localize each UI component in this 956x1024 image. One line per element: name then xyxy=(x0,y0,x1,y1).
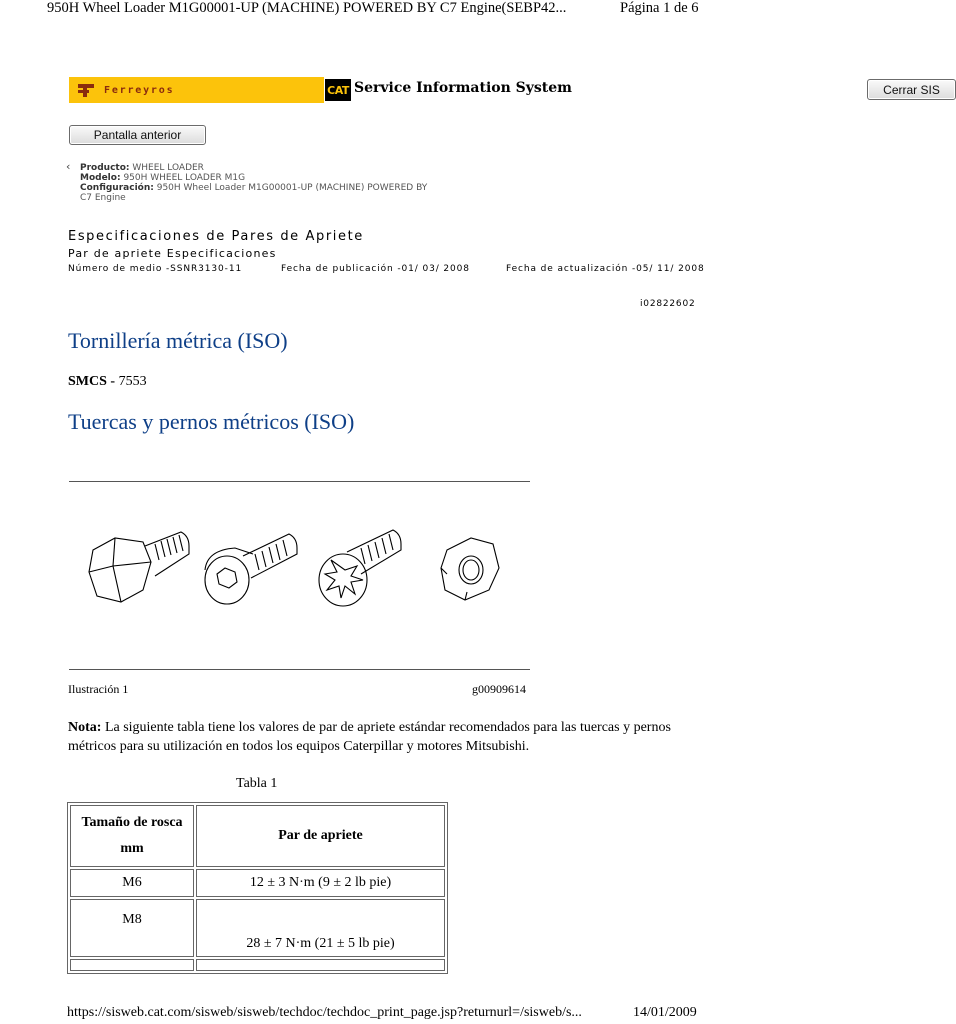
fasteners-illustration xyxy=(85,520,525,625)
ferreyros-logo xyxy=(77,82,174,98)
hex-nut-icon xyxy=(441,538,499,600)
note-paragraph xyxy=(68,718,708,756)
header-thread-size xyxy=(70,805,194,867)
smcs-value: 7553 xyxy=(118,374,147,389)
spec-subtitle: Par de apriete Especificaciones xyxy=(68,247,277,260)
chevron-left-icon[interactable]: ‹ xyxy=(66,160,71,173)
illustration-caption: Ilustración 1 xyxy=(68,682,129,696)
ferreyros-brand-text: Ferreyros xyxy=(104,84,175,96)
product-value: WHEEL LOADER xyxy=(132,163,204,173)
spec-title: Especificaciones de Pares de Apriete xyxy=(68,229,364,244)
media-number: Número de medio -SSNR3130-11 xyxy=(68,264,243,274)
print-footer-url: https://sisweb.cat.com/sisweb/sisweb/techdoc/techdoc_print_page.jsp?returnurl=/sisweb/s... xyxy=(67,1005,582,1020)
header-thread-size-unit: mm xyxy=(120,841,144,856)
smcs-label: SMCS - xyxy=(68,374,116,389)
table-caption: Tabla 1 xyxy=(236,776,278,791)
socket-head-bolt-icon xyxy=(205,534,297,604)
config-value: 950H Wheel Loader M1G00001-UP (MACHINE) POWERED BY xyxy=(156,183,428,193)
sis-banner xyxy=(69,77,940,103)
model-value: 950H WHEEL LOADER M1G xyxy=(123,173,246,183)
section-heading-metric: Tornillería métrica (ISO) xyxy=(68,328,288,353)
print-footer-date: 14/01/2009 xyxy=(633,1005,697,1020)
product-label: Producto: xyxy=(80,163,130,173)
document-id: i02822602 xyxy=(640,299,696,309)
model-label: Modelo: xyxy=(80,173,121,183)
illustration-code: g00909614 xyxy=(472,682,526,696)
ferreyros-mark-icon xyxy=(77,82,95,98)
cat-logo: CAT xyxy=(325,79,351,101)
cell-torque: 28 ± 7 N·m (21 ± 5 lb pie) xyxy=(196,899,445,957)
section-heading-nuts-bolts: Tuercas y pernos métricos (ISO) xyxy=(68,409,355,434)
print-header-title: 950H Wheel Loader M1G00001-UP (MACHINE) POWERED BY C7 Engine(SEBP42... xyxy=(47,0,567,16)
cell-torque: 12 ± 3 N·m (9 ± 2 lb pie) xyxy=(196,869,445,897)
hex-bolt-icon xyxy=(89,532,189,602)
torque-table xyxy=(67,802,448,974)
note-text: La siguiente tabla tiene los valores de par de apriete estándar recomendados para las tuercas y pernos métricos para su utilización en todos los equipos Caterpillar y motores Mitsubishi. xyxy=(68,720,671,754)
smcs-code xyxy=(68,374,147,390)
previous-screen-button[interactable]: Pantalla anterior xyxy=(69,125,206,145)
table-header-row xyxy=(70,805,445,867)
system-title: Service Information System xyxy=(354,80,572,96)
twelve-point-bolt-icon xyxy=(319,530,401,606)
note-label: Nota: xyxy=(68,720,102,735)
header-thread-size-label: Tamaño de rosca xyxy=(81,815,183,830)
header-torque: Par de apriete xyxy=(196,805,445,867)
table-row-partial xyxy=(70,959,445,971)
config-label: Configuración: xyxy=(80,183,154,193)
product-meta xyxy=(66,160,428,203)
illustration-top-rule xyxy=(69,481,530,482)
table-row xyxy=(70,899,445,957)
print-page-number: Página 1 de 6 xyxy=(620,0,699,16)
publish-date: Fecha de publicación -01/ 03/ 2008 xyxy=(281,264,470,274)
close-sis-button[interactable]: Cerrar SIS xyxy=(867,79,956,100)
cell-size: M8 xyxy=(70,899,194,957)
update-date: Fecha de actualización -05/ 11/ 2008 xyxy=(506,264,705,274)
cell-size: M6 xyxy=(70,869,194,897)
config-value-cont: C7 Engine xyxy=(80,193,126,203)
banner-title-area xyxy=(324,77,940,103)
table-row xyxy=(70,869,445,897)
illustration-bottom-rule xyxy=(69,669,530,670)
